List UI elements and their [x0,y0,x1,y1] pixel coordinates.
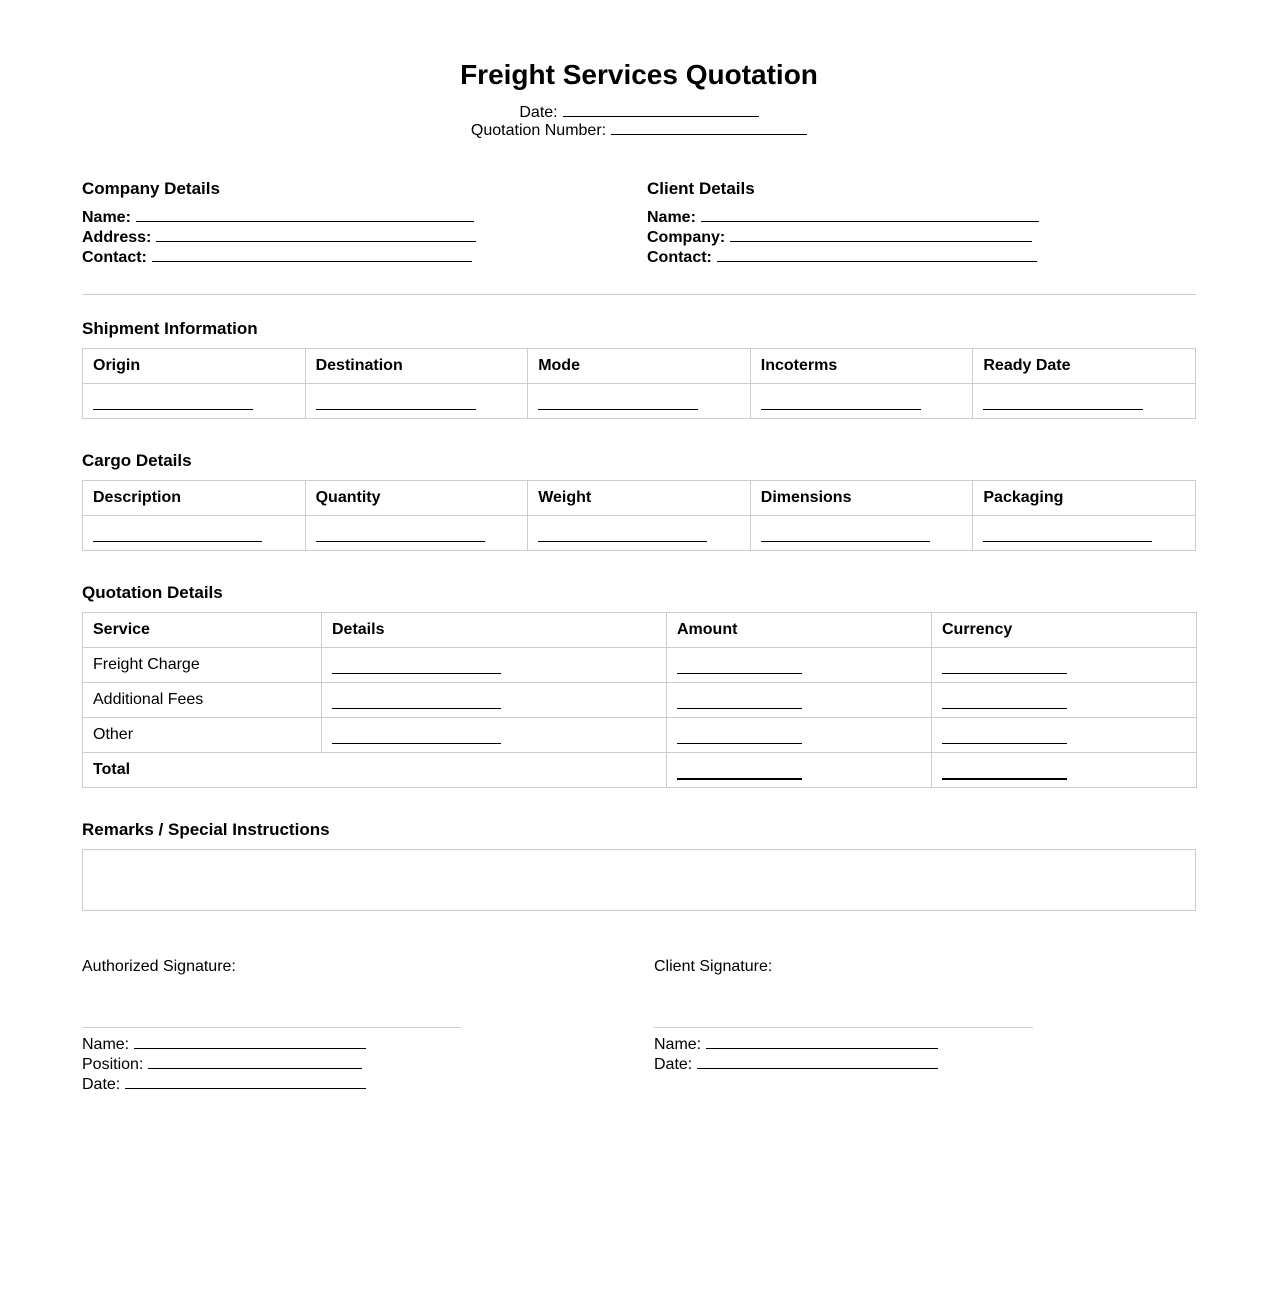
details-cell [322,683,667,718]
column-header-dimensions: Dimensions [750,481,973,516]
client-details [647,178,1039,267]
freight-charge-currency-input[interactable] [942,659,1067,674]
company-contact-label: Contact: [82,249,147,266]
mode-cell [528,384,751,419]
description-input[interactable] [93,527,262,542]
quotation-number-field [82,120,1196,140]
other-amount-input[interactable] [677,729,802,744]
client-contact-label: Contact: [647,249,712,266]
additional-fees-amount-input[interactable] [677,694,802,709]
quotation-heading: Quotation Details [82,583,223,602]
table-row [83,718,1197,753]
column-header-quantity: Quantity [305,481,528,516]
table-header-row [83,349,1196,384]
client-signature-line[interactable] [654,1027,1033,1028]
authorized-position-label: Position: [82,1056,144,1073]
weight-cell [528,516,751,551]
company-name-input[interactable] [136,207,474,222]
table-header-row [83,481,1196,516]
company-address-label: Address: [82,229,152,246]
dimensions-input[interactable] [761,527,930,542]
client-sign-name-field [654,1034,1033,1054]
authorized-signature-label: Authorized Signature: [82,958,236,975]
additional-fees-details-input[interactable] [332,694,501,709]
document-title: Freight Services Quotation [460,59,818,90]
authorized-position-field [82,1054,461,1074]
total-amount-input[interactable] [677,764,802,780]
shipment-table [82,348,1196,419]
date-input[interactable] [563,102,759,117]
cargo-table [82,480,1196,551]
column-header-mode: Mode [528,349,751,384]
table-row [83,683,1197,718]
destination-cell [305,384,528,419]
company-details [82,178,476,267]
client-name-input[interactable] [701,207,1039,222]
quotation-number-label: Quotation Number: [470,122,607,139]
authorized-position-input[interactable] [148,1054,362,1069]
company-contact-field [82,247,476,267]
dimensions-cell [750,516,973,551]
company-name-label: Name: [82,209,131,226]
currency-cell [932,648,1197,683]
authorized-date-input[interactable] [125,1074,366,1089]
authorized-name-field [82,1034,461,1054]
company-details-heading: Company Details [82,179,220,198]
table-row [83,648,1197,683]
company-name-field [82,207,476,227]
client-name-label: Name: [647,209,696,226]
client-company-input[interactable] [730,227,1032,242]
freight-charge-amount-input[interactable] [677,659,802,674]
ready-date-cell [973,384,1196,419]
cargo-heading: Cargo Details [82,451,192,470]
column-header-weight: Weight [528,481,751,516]
packaging-input[interactable] [983,527,1152,542]
column-header-amount: Amount [667,613,932,648]
column-header-ready-date: Ready Date [973,349,1196,384]
total-label: Total [83,753,667,788]
client-contact-input[interactable] [717,247,1037,262]
column-header-packaging: Packaging [973,481,1196,516]
other-currency-input[interactable] [942,729,1067,744]
client-sign-name-label: Name: [654,1036,702,1053]
authorized-name-input[interactable] [134,1034,366,1049]
date-label: Date: [519,104,558,121]
company-address-input[interactable] [156,227,476,242]
remarks-heading: Remarks / Special Instructions [82,820,330,839]
company-contact-input[interactable] [152,247,472,262]
client-signature-block [654,958,1033,1074]
other-details-input[interactable] [332,729,501,744]
total-row [83,753,1197,788]
client-company-label: Company: [647,229,726,246]
details-cell [322,718,667,753]
column-header-incoterms: Incoterms [750,349,973,384]
additional-fees-currency-input[interactable] [942,694,1067,709]
table-row [83,384,1196,419]
client-sign-date-field [654,1054,1033,1074]
column-header-currency: Currency [932,613,1197,648]
remarks-textarea[interactable] [82,849,1196,911]
column-header-details: Details [322,613,667,648]
quantity-input[interactable] [316,527,485,542]
table-row [83,516,1196,551]
service-cell: Additional Fees [83,683,322,718]
authorized-signature-block [82,958,461,1094]
table-header-row [83,613,1197,648]
client-sign-date-input[interactable] [697,1054,938,1069]
ready-date-input[interactable] [983,395,1143,410]
client-contact-field [647,247,1039,267]
service-cell: Other [83,718,322,753]
service-cell: Freight Charge [83,648,322,683]
client-sign-name-input[interactable] [706,1034,938,1049]
incoterms-cell [750,384,973,419]
amount-cell [667,718,932,753]
origin-input[interactable] [93,395,253,410]
client-details-heading: Client Details [647,179,755,198]
total-currency-input[interactable] [942,764,1067,780]
section-divider [82,294,1196,295]
shipment-heading: Shipment Information [82,319,258,338]
destination-input[interactable] [316,395,476,410]
incoterms-input[interactable] [761,395,921,410]
amount-cell [667,683,932,718]
date-field [82,102,1196,122]
description-cell [83,516,306,551]
quotation-number-input[interactable] [611,120,807,135]
quotation-table [82,612,1197,788]
client-sign-date-label: Date: [654,1056,693,1073]
client-name-field [647,207,1039,227]
authorized-date-field [82,1074,461,1094]
freight-charge-details-input[interactable] [332,659,501,674]
authorized-signature-line[interactable] [82,1027,461,1028]
weight-input[interactable] [538,527,707,542]
quantity-cell [305,516,528,551]
column-header-destination: Destination [305,349,528,384]
origin-cell [83,384,306,419]
client-company-field [647,227,1039,247]
column-header-description: Description [83,481,306,516]
column-header-origin: Origin [83,349,306,384]
authorized-date-label: Date: [82,1076,121,1093]
total-currency-cell [932,753,1197,788]
amount-cell [667,648,932,683]
mode-input[interactable] [538,395,698,410]
packaging-cell [973,516,1196,551]
column-header-service: Service [83,613,322,648]
details-cell [322,648,667,683]
client-signature-label: Client Signature: [654,958,773,975]
currency-cell [932,683,1197,718]
total-amount-cell [667,753,932,788]
company-address-field [82,227,476,247]
authorized-name-label: Name: [82,1036,130,1053]
currency-cell [932,718,1197,753]
